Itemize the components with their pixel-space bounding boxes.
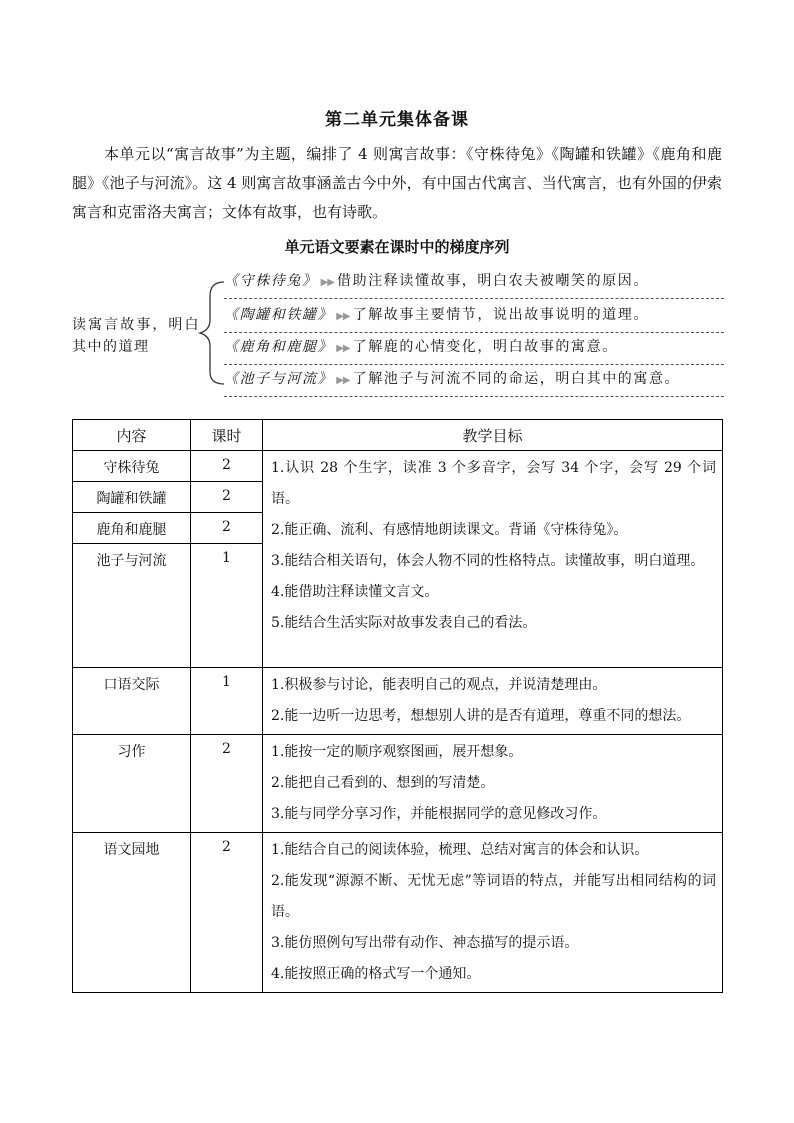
goal-item: 2.能把自己看到的、想到的写清楚。 bbox=[271, 775, 495, 791]
goal-item: 3.能仿照例句写出带有动作、神态描写的提示语。 bbox=[271, 935, 579, 951]
hours-cell: 1 bbox=[191, 668, 263, 735]
page-title: 第二单元集体备课 bbox=[325, 110, 469, 130]
diagram-label: 读寓言故事，明白其中的道理 bbox=[72, 317, 200, 355]
hours-cell: 1 bbox=[191, 544, 263, 668]
intro-paragraph: 本单元以“寓言故事”为主题，编排了 4 则寓言故事：《守株待兔》《陶罐和铁罐》《鹿角和鹿腿》《池子与河流》。这 4 则寓言故事涵盖古今中外，有中国古代寓言、当代寓言，也有外国的伊索寓言和克雷洛夫寓言；文体有故事，也有诗歌。 bbox=[72, 145, 722, 221]
content-cell: 鹿角和鹿腿 bbox=[73, 513, 191, 544]
branch-lesson: 《守株待兔》 bbox=[224, 273, 318, 289]
goal-item: 1.认识 28 个生字，读准 3 个多音字，会写 34 个字，会写 29 个词语。 bbox=[271, 460, 716, 507]
content-cell: 口语交际 bbox=[73, 668, 191, 735]
branch-lesson: 《陶罐和铁罐》 bbox=[224, 307, 334, 323]
brace-connector bbox=[196, 268, 226, 398]
goal-item: 3.能结合相关语句，体会人物不同的性格特点。读懂故事，明白道理。 bbox=[271, 553, 705, 569]
unit-element-diagram bbox=[68, 268, 728, 398]
branch-text: 借助注释读懂故事，明白农夫被嘲笑的原因。 bbox=[337, 273, 649, 289]
goal-item: 5.能结合生活实际对故事发表自己的看法。 bbox=[271, 615, 537, 631]
goals-cell bbox=[263, 668, 723, 735]
table-row bbox=[73, 451, 723, 482]
double-arrow-icon: ▶▶ bbox=[336, 311, 350, 322]
branch-lesson: 《池子与河流》 bbox=[224, 371, 334, 387]
goal-item: 2.能正确、流利、有感情地朗读课文。背诵《守株待兔》。 bbox=[271, 522, 628, 538]
header-goals: 教学目标 bbox=[263, 420, 723, 451]
branch-text: 了解鹿的心情变化，明白故事的寓意。 bbox=[352, 339, 618, 355]
teaching-goals-table bbox=[72, 419, 723, 993]
section-subtitle: 单元语文要素在课时中的梯度序列 bbox=[284, 238, 510, 256]
branch-text: 了解池子与河流不同的命运，明白其中的寓意。 bbox=[352, 371, 681, 387]
double-arrow-icon: ▶▶ bbox=[320, 277, 334, 288]
hours-cell: 2 bbox=[191, 451, 263, 482]
goal-item: 2.能发现“源源不断、无忧无虑”等词语的特点，并能写出相同结构的词语。 bbox=[271, 873, 716, 920]
table-row bbox=[73, 668, 723, 735]
diagram-branch bbox=[224, 334, 724, 365]
hours-cell: 2 bbox=[191, 513, 263, 544]
branch-text: 了解故事主要情节，说出故事说明的道理。 bbox=[352, 307, 649, 323]
header-hours: 课时 bbox=[191, 420, 263, 451]
goal-item: 2.能一边听一边思考，想想别人讲的是否有道理，尊重不同的想法。 bbox=[271, 708, 691, 724]
content-cell: 语文园地 bbox=[73, 833, 191, 993]
diagram-branch bbox=[224, 268, 724, 299]
branch-lesson: 《鹿角和鹿腿》 bbox=[224, 339, 334, 355]
double-arrow-icon: ▶▶ bbox=[336, 375, 350, 386]
goals-cell bbox=[263, 735, 723, 833]
content-cell: 陶罐和铁罐 bbox=[73, 482, 191, 513]
hours-cell: 2 bbox=[191, 833, 263, 993]
content-cell: 池子与河流 bbox=[73, 544, 191, 668]
goal-item: 4.能借助注释读懂文言文。 bbox=[271, 584, 439, 600]
goal-item: 1.积极参与讨论，能表明自己的观点，并说清楚理由。 bbox=[271, 677, 607, 693]
goal-item: 1.能结合自己的阅读体验，梳理、总结对寓言的体会和认识。 bbox=[271, 842, 649, 858]
goals-cell bbox=[263, 451, 723, 668]
content-cell: 习作 bbox=[73, 735, 191, 833]
table-header-row bbox=[73, 420, 723, 451]
header-content: 内容 bbox=[73, 420, 191, 451]
double-arrow-icon: ▶▶ bbox=[336, 343, 350, 354]
goal-item: 3.能与同学分享习作，并能根据同学的意见修改习作。 bbox=[271, 806, 607, 822]
diagram-branch bbox=[224, 302, 724, 333]
goals-cell bbox=[263, 833, 723, 993]
table-row bbox=[73, 833, 723, 993]
table-row bbox=[73, 735, 723, 833]
content-cell: 守株待兔 bbox=[73, 451, 191, 482]
hours-cell: 2 bbox=[191, 482, 263, 513]
hours-cell: 2 bbox=[191, 735, 263, 833]
goal-item: 1.能按一定的顺序观察图画，展开想象。 bbox=[271, 744, 523, 760]
goal-item: 4.能按照正确的格式写一个通知。 bbox=[271, 966, 481, 982]
diagram-branch bbox=[224, 366, 724, 397]
